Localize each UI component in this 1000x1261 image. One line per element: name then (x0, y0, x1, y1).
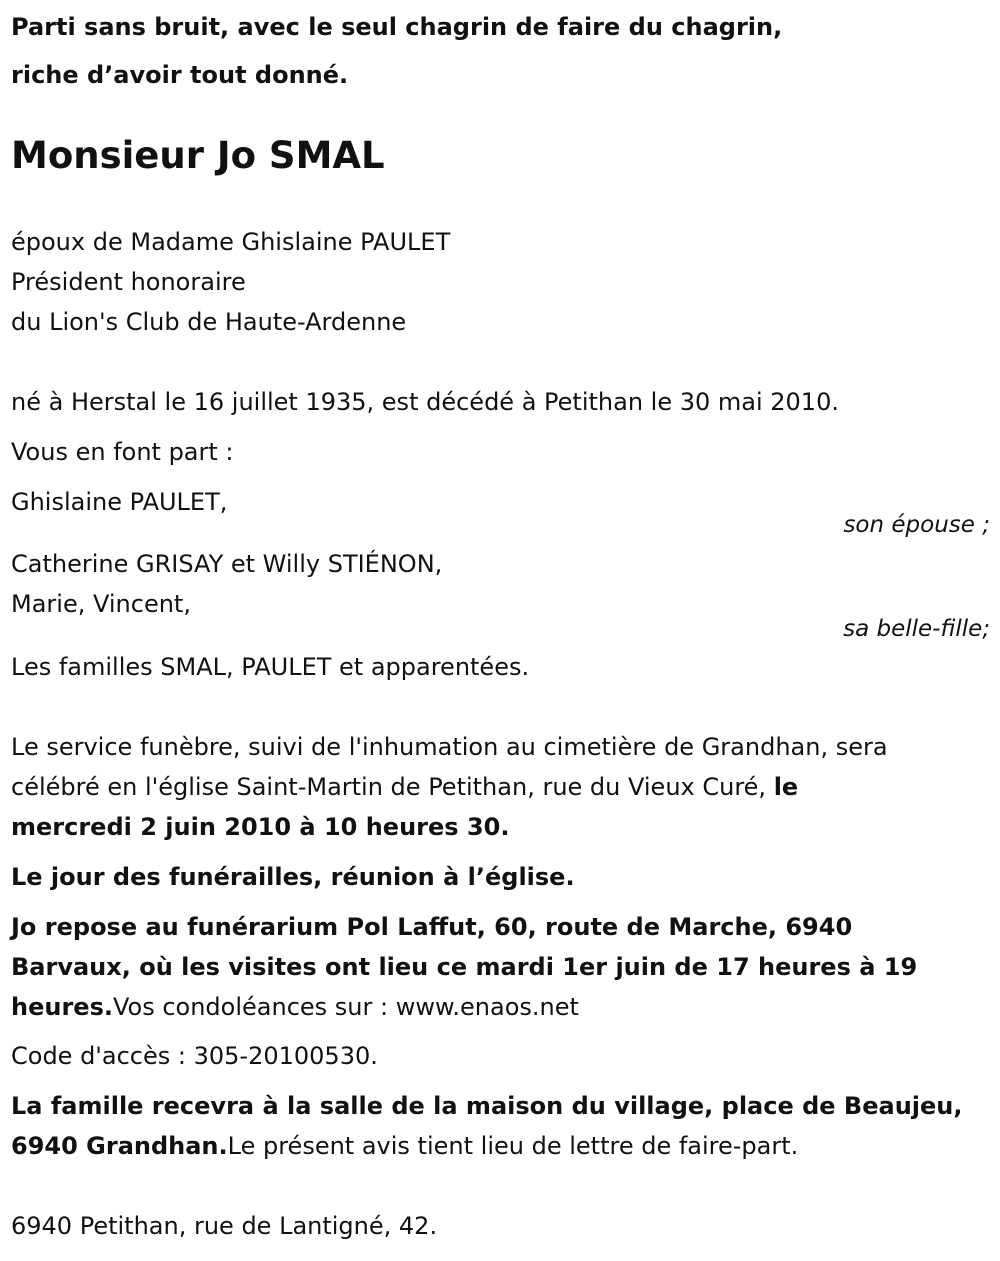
access-code-line: Code d'accès : 305-20100530. (11, 1042, 378, 1070)
title-line-2: du Lion's Club de Haute-Ardenne (11, 308, 407, 336)
family-member-2-line-1: Catherine GRISAY et Willy STIÉNON, (11, 550, 443, 578)
address-line: 6940 Petithan, rue de Lantigné, 42. (11, 1212, 438, 1240)
birth-death-line: né à Herstal le 16 juillet 1935, est décédé à Petithan le 30 mai 2010. (11, 388, 839, 416)
reception-line-2-bold: 6940 Grandhan. (11, 1132, 228, 1160)
family-intro: Vous en font part : (11, 438, 234, 466)
notice-text: Le présent avis tient lieu de lettre de faire-part. (227, 1132, 799, 1160)
intro-line-1: Parti sans bruit, avec le seul chagrin de faire du chagrin, (11, 13, 783, 41)
families-line: Les familles SMAL, PAULET et apparentées. (11, 653, 530, 681)
family-member-1-role: son épouse ; (843, 512, 990, 538)
service-line-2-bold: le (773, 773, 799, 801)
service-line-2 (11, 772, 798, 802)
repose-line-1: Jo repose au funérarium Pol Laffut, 60, route de Marche, 6940 (11, 913, 853, 941)
service-line-1: Le service funèbre, suivi de l'inhumation au cimetière de Grandhan, sera (11, 733, 888, 761)
reception-line-2 (11, 1131, 798, 1161)
spouse-line: époux de Madame Ghislaine PAULET (11, 228, 451, 256)
family-member-2-role: sa belle-fille; (843, 616, 990, 642)
repose-line-2: Barvaux, où les visites ont lieu ce mardi 1er juin de 17 heures à 19 (11, 953, 918, 981)
gathering-line: Le jour des funérailles, réunion à l’église. (11, 863, 575, 891)
service-line-2-text: célébré en l'église Saint-Martin de Petithan, rue du Vieux Curé, (11, 773, 767, 801)
deceased-name: Monsieur Jo SMAL (11, 134, 385, 177)
condolences-text: Vos condoléances sur : www.enaos.net (112, 993, 579, 1021)
repose-line-3 (11, 992, 579, 1022)
family-member-1: Ghislaine PAULET, (11, 488, 228, 516)
intro-line-2: riche d’avoir tout donné. (11, 61, 349, 89)
title-line-1: Président honoraire (11, 268, 246, 296)
reception-line-1: La famille recevra à la salle de la maison du village, place de Beaujeu, (11, 1092, 963, 1120)
repose-line-3-bold: heures. (11, 993, 113, 1021)
service-line-3: mercredi 2 juin 2010 à 10 heures 30. (11, 813, 510, 841)
family-member-2-line-2: Marie, Vincent, (11, 590, 191, 618)
